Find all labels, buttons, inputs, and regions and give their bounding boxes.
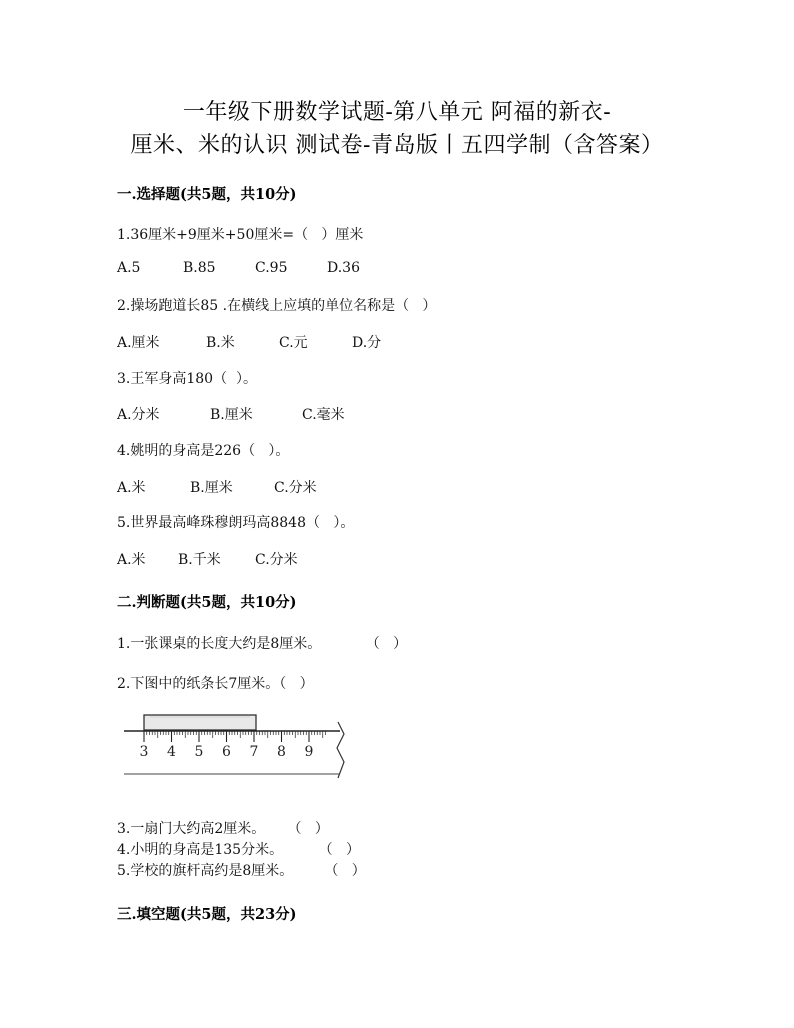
ruler-ticks bbox=[144, 731, 326, 742]
q4-option-a: A.米 bbox=[117, 480, 146, 496]
q1-option-d: D.36 bbox=[327, 260, 360, 276]
section-heading-choice: 一.选择题(共5题，共10分) bbox=[117, 186, 297, 203]
q4-option-b: B.厘米 bbox=[190, 480, 233, 496]
q5-option-a: A.米 bbox=[117, 552, 146, 568]
page-title-line1: 一年级下册数学试题-第八单元 阿福的新衣- bbox=[182, 100, 612, 125]
q1-option-b: B.85 bbox=[183, 260, 216, 276]
q1-option-c: C.95 bbox=[255, 260, 288, 276]
q3-option-a: A.分米 bbox=[117, 407, 160, 423]
q1-option-a: A.5 bbox=[117, 260, 141, 276]
ruler-number: 3 bbox=[139, 744, 149, 760]
ruler-number: 6 bbox=[222, 744, 231, 760]
q5-option-c: C.分米 bbox=[255, 552, 298, 568]
judge-question-3: 3.一扇门大约高2厘米。 （ ） bbox=[117, 821, 329, 837]
q3-option-c: C.毫米 bbox=[302, 407, 345, 423]
q5-option-b: B.千米 bbox=[178, 552, 221, 568]
q2-option-b: B.米 bbox=[206, 335, 235, 351]
ruler-number: 8 bbox=[277, 744, 286, 760]
section-heading-judge: 二.判断题(共5题，共10分) bbox=[117, 594, 297, 611]
page-title-line2: 厘米、米的认识 测试卷-青岛版丨五四学制（含答案） bbox=[130, 133, 664, 158]
question-2: 2.操场跑道长85 .在横线上应填的单位名称是（ ） bbox=[117, 298, 437, 314]
q4-option-c: C.分米 bbox=[274, 480, 317, 496]
judge-question-5: 5.学校的旗杆高约是8厘米。 （ ） bbox=[117, 863, 366, 879]
ruler-with-paper-strip bbox=[120, 708, 355, 783]
judge-question-1: 1.一张课桌的长度大约是8厘米。 （ ） bbox=[117, 636, 408, 652]
q2-option-d: D.分 bbox=[352, 335, 382, 351]
question-4: 4.姚明的身高是226（ ）。 bbox=[117, 443, 290, 459]
ruler-numbers bbox=[140, 744, 314, 760]
section-heading-fill: 三.填空题(共5题，共23分) bbox=[117, 906, 297, 923]
ruler-number: 7 bbox=[249, 744, 259, 760]
q2-option-c: C.元 bbox=[279, 335, 308, 351]
ruler-number: 4 bbox=[167, 744, 176, 760]
ruler-number: 9 bbox=[304, 744, 314, 760]
question-1: 1.36厘米+9厘米+50厘米=（ ）厘米 bbox=[117, 227, 364, 243]
ruler-number: 5 bbox=[194, 744, 204, 760]
judge-question-4: 4.小明的身高是135分米。 （ ） bbox=[117, 842, 361, 858]
q2-option-a: A.厘米 bbox=[117, 335, 160, 351]
question-3: 3.王军身高180（ ）。 bbox=[117, 371, 257, 387]
question-5: 5.世界最高峰珠穆朗玛高8848（ ）。 bbox=[117, 515, 355, 531]
judge-question-2: 2.下图中的纸条长7厘米。（ ） bbox=[117, 676, 314, 692]
q3-option-b: B.厘米 bbox=[210, 407, 253, 423]
